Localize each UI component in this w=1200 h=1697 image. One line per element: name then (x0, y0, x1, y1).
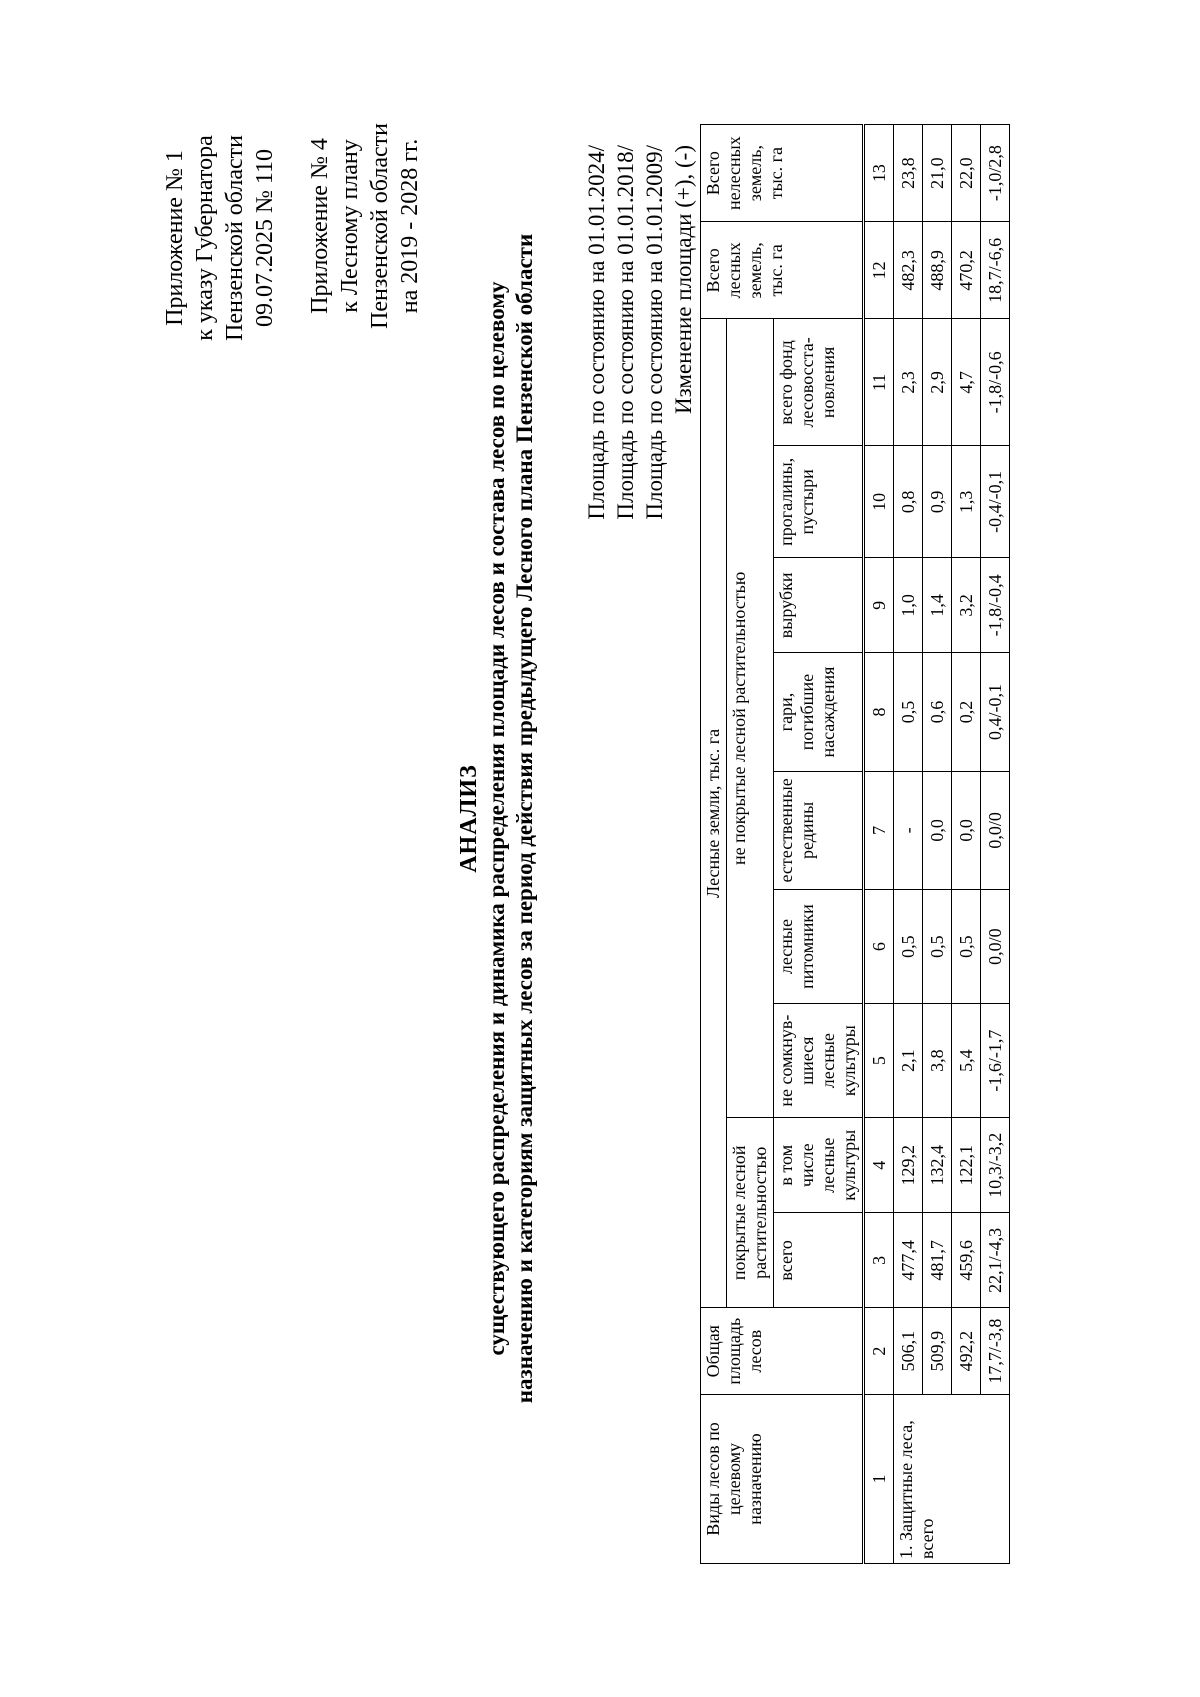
table-row (981, 125, 1010, 1564)
column-number: 4 (864, 1118, 894, 1213)
header-covered: покрытые лесной растительностью (727, 1118, 774, 1308)
header-forest-lands: Лесные земли, тыс. га (701, 319, 727, 1308)
table-row (894, 125, 923, 1564)
appendix-4-line: к Лесному плану (337, 139, 363, 313)
table-cell: 10,3/-3,2 (981, 1118, 1010, 1213)
column-number-row (864, 125, 894, 1564)
appendix-1-line: Приложение № 1 (162, 150, 188, 326)
table-cell: -1,0/2,8 (981, 125, 1010, 222)
table-cell: 459,6 (952, 1213, 981, 1308)
appendix-1-header (160, 88, 280, 388)
header-reforest-fund: всего фонд лесовосста-новления (774, 319, 864, 446)
table-cell: 17,7/-3,8 (981, 1308, 1010, 1395)
appendix-1-line: 09.07.2025 № 110 (252, 149, 278, 328)
table-cell: 0,0/0 (981, 771, 1010, 889)
header-covered-incl: в том числе лесные культуры (774, 1118, 864, 1213)
title-line: назначению и категориям защитных лесов за период действия предыдущего Лесного плана Пензенской области (512, 233, 537, 1404)
area-notes (582, 145, 698, 520)
table-cell: 0,9 (923, 446, 952, 558)
table-cell: 1,3 (952, 446, 981, 558)
table-cell: 22,1/-4,3 (981, 1213, 1010, 1308)
column-number: 12 (864, 222, 894, 319)
table-cell: 0,5 (952, 890, 981, 1004)
table-cell: 0,5 (894, 653, 923, 771)
table-cell: -1,8/-0,4 (981, 558, 1010, 653)
table-cell: 1,4 (923, 558, 952, 653)
area-note-line: Площадь по состоянию на 01.01.2009/ (642, 145, 667, 520)
table-cell: 122,1 (952, 1118, 981, 1213)
column-number: 5 (864, 1004, 894, 1118)
appendix-4-header (305, 76, 425, 376)
appendix-4-line: на 2019 - 2028 гг. (397, 138, 423, 314)
title-line: АНАЛИЗ (456, 764, 482, 873)
table-cell: 488,9 (923, 222, 952, 319)
table-cell: 0,5 (894, 890, 923, 1004)
table-cell: 1,0 (894, 558, 923, 653)
appendix-4-line: Приложение № 4 (307, 138, 333, 314)
table-row (952, 125, 981, 1564)
header-nurseries: лесные питомники (774, 890, 864, 1004)
appendix-1-line: Пензенской области (222, 135, 248, 341)
header-sparse: естественные редины (774, 771, 864, 889)
table-cell: 3,8 (923, 1004, 952, 1118)
category-cell: 1. Защитные леса, всего (894, 1394, 1010, 1563)
header-not-covered: не покрытые лесной растительностью (727, 319, 774, 1118)
table-cell: 0,8 (894, 446, 923, 558)
table-cell: 0,2 (952, 653, 981, 771)
table-cell: 132,4 (923, 1118, 952, 1213)
table-cell: 477,4 (894, 1213, 923, 1308)
table-cell: 482,3 (894, 222, 923, 319)
table-cell: 481,7 (923, 1213, 952, 1308)
table-cell: 0,0 (952, 771, 981, 889)
column-number: 1 (864, 1394, 894, 1563)
column-number: 3 (864, 1213, 894, 1308)
area-note-line: Изменение площади (+), (-) (671, 145, 696, 414)
table-cell: 2,9 (923, 319, 952, 446)
table-cell: - (894, 771, 923, 889)
title-line: существующего распределения и динамика распределения площади лесов и состава лесов по целевому (484, 281, 509, 1356)
header-forest-type: Виды лесов по целевому назначению (701, 1394, 864, 1563)
table-cell: -0,4/-0,1 (981, 446, 1010, 558)
column-number: 13 (864, 125, 894, 222)
table-cell: 22,0 (952, 125, 981, 222)
column-number: 7 (864, 771, 894, 889)
table-cell: 0,6 (923, 653, 952, 771)
table-cell: 0,0/0 (981, 890, 1010, 1004)
table-cell: 18,7/-6,6 (981, 222, 1010, 319)
document-title (455, 60, 539, 1577)
table-cell: 0,5 (923, 890, 952, 1004)
table-cell: 2,1 (894, 1004, 923, 1118)
table-cell: 2,3 (894, 319, 923, 446)
table-cell: 3,2 (952, 558, 981, 653)
table-cell: 21,0 (923, 125, 952, 222)
column-number: 6 (864, 890, 894, 1004)
header-glades: прогалины, пустыри (774, 446, 864, 558)
column-number: 2 (864, 1308, 894, 1395)
table-cell: 4,7 (952, 319, 981, 446)
header-cuttings: вырубки (774, 558, 864, 653)
table-row (923, 125, 952, 1564)
table-cell: 0,4/-0,1 (981, 653, 1010, 771)
header-nonforest-total: Всего нелесных земель, тыс. га (701, 125, 864, 222)
appendix-1-line: к указу Губернатора (192, 135, 218, 341)
header-covered-total: всего (774, 1213, 864, 1308)
appendix-4-line: Пензенской области (367, 123, 393, 329)
header-unclosed: не сомкнув-шиеся лесные культуры (774, 1004, 864, 1118)
table-cell: 5,4 (952, 1004, 981, 1118)
table-cell: 470,2 (952, 222, 981, 319)
forest-analysis-table (700, 124, 1010, 1564)
table-cell: 23,8 (894, 125, 923, 222)
table-cell: 506,1 (894, 1308, 923, 1395)
header-burned: гари, погибшие насаждения (774, 653, 864, 771)
area-note-line: Площадь по состоянию на 01.01.2024/ (584, 145, 609, 520)
table-cell: -1,6/-1,7 (981, 1004, 1010, 1118)
area-note-line: Площадь по состоянию на 01.01.2018/ (613, 145, 638, 520)
column-number: 10 (864, 446, 894, 558)
header-total-area: Общая площадь лесов (701, 1308, 864, 1395)
table-cell: 0,0 (923, 771, 952, 889)
column-number: 11 (864, 319, 894, 446)
table-cell: 492,2 (952, 1308, 981, 1395)
column-number: 9 (864, 558, 894, 653)
table-cell: -1,8/-0,6 (981, 319, 1010, 446)
table-cell: 509,9 (923, 1308, 952, 1395)
column-number: 8 (864, 653, 894, 771)
header-forest-total: Всего лесных земель, тыс. га (701, 222, 864, 319)
table-cell: 129,2 (894, 1118, 923, 1213)
